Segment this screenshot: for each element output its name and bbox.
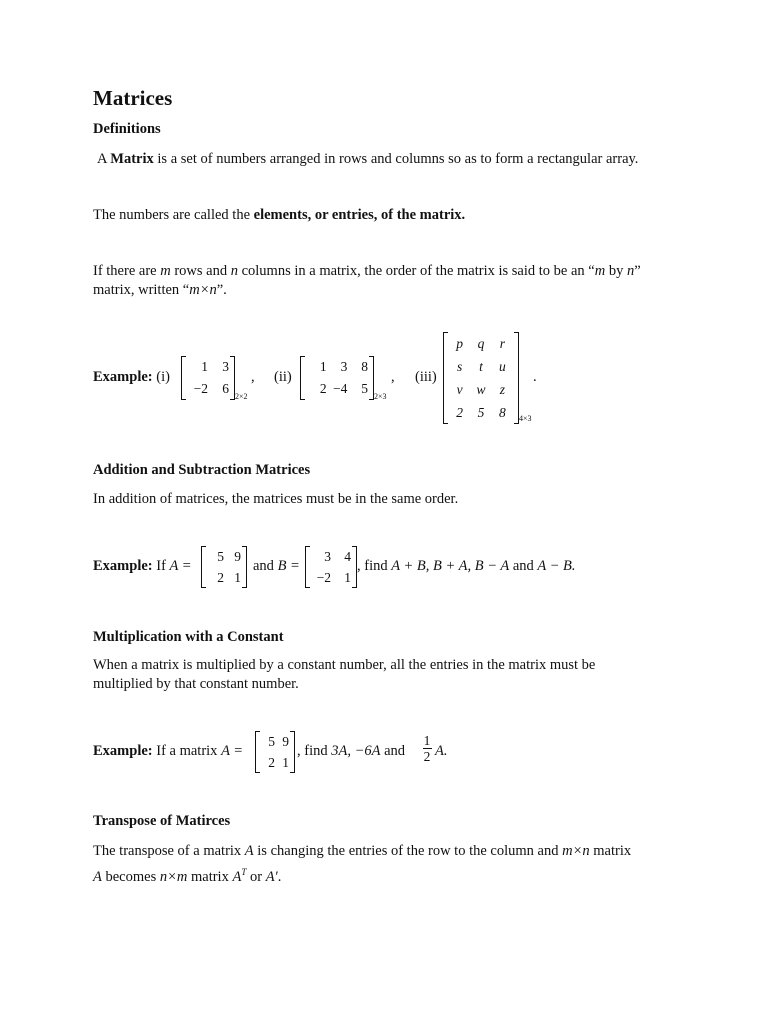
multiplication-text: When a matrix is multiplied by a constant number, all the entries in the matrix must be multiplied by that constant number. — [93, 657, 596, 692]
matrix-entry: z — [499, 381, 505, 397]
matrix-entry: −4 — [332, 381, 348, 396]
matrix-entry: 8 — [498, 404, 506, 420]
matrix-entry: s — [457, 358, 463, 374]
matrix-entry: 2 — [456, 404, 464, 420]
matrix-entry: 3 — [340, 359, 348, 374]
definitions-heading: Definitions — [93, 121, 161, 137]
matrix-entry: 9 — [234, 548, 241, 564]
addition-example: Example: If A = — [93, 558, 192, 574]
one-half-fraction: 1 2 — [423, 733, 431, 764]
matrix-entry: 3 — [222, 359, 229, 374]
addition-example-end: , find A + B, B + A, B − A and A − B. — [357, 558, 576, 574]
matrix-entry: 9 — [282, 733, 289, 749]
transpose-heading: Transpose of Matirces — [93, 813, 231, 829]
matrix-entry: 1 — [201, 359, 208, 374]
matrix-entry: 5 — [268, 733, 275, 749]
multiplication-example-mid: , find 3A, −6A and — [297, 743, 406, 759]
multiplication-heading: Multiplication with a Constant — [93, 629, 284, 645]
matrix-entry: p — [456, 335, 464, 351]
example-ii-label: (ii) — [274, 369, 292, 385]
separator: , — [391, 369, 395, 385]
addition-example-mid: and B = — [253, 558, 300, 574]
matrix-entry: v — [456, 381, 463, 397]
matrix-entry: 4 — [344, 548, 351, 564]
matrix-entry: 2 — [217, 569, 224, 585]
matrix-entry: r — [499, 335, 505, 351]
matrix-entry: w — [476, 381, 486, 397]
order-definition: If there are m rows and n columns in a matrix, the order of the matrix is said to be an “m by n” matrix, written “m×n”. — [93, 263, 641, 298]
matrix-entry: q — [477, 335, 485, 351]
matrix-2x2 — [181, 356, 235, 400]
transpose-text: The transpose of a matrix A is changing the entries of the row to the column and m×n matrix A becomes n×m matrix $A^T$ or A′. — [93, 843, 632, 885]
addition-text: In addition of matrices, the matrices must be in the same order. — [93, 491, 459, 507]
multiplication-example-end: A. — [435, 743, 448, 759]
addition-heading: Addition and Subtraction Matrices — [93, 462, 311, 478]
matrix-b — [305, 546, 357, 588]
matrix-entry: 8 — [361, 359, 368, 374]
matrix-entry: 6 — [222, 381, 229, 396]
matrix-entry: 2 — [268, 754, 275, 770]
matrix-entry: −2 — [193, 381, 208, 396]
matrix-entry: 1 — [344, 569, 351, 585]
matrix-entry: 2 — [319, 381, 327, 396]
matrix-order-label: 2×2 — [235, 392, 248, 401]
matrix-entry: 3 — [324, 548, 331, 564]
matrix-order-label: 4×3 — [519, 414, 532, 423]
example-iii-label: (iii) — [415, 369, 437, 385]
matrix-entry: 1 — [234, 569, 241, 585]
page-title: Matrices — [93, 86, 173, 110]
matrix-4x3 — [443, 332, 519, 424]
matrix-entry: 1 — [282, 754, 289, 770]
matrix-a — [201, 546, 247, 588]
matrix-2x3 — [300, 356, 374, 400]
matrix-entry: u — [498, 358, 506, 374]
matrix-entry: 5 — [217, 548, 224, 564]
matrix-order-label: 2×3 — [374, 392, 387, 401]
elements-definition: The numbers are called the elements, or entries, of the matrix. — [93, 207, 466, 223]
matrix-entry: 1 — [319, 359, 327, 374]
multiplication-example: Example: If a matrix A = — [93, 743, 244, 759]
matrix-entry: −2 — [316, 569, 331, 585]
matrix-entry: 5 — [477, 404, 485, 420]
example-label: Example: (i) — [93, 369, 170, 385]
matrix-entry: 5 — [361, 381, 368, 396]
separator: , — [251, 369, 255, 385]
matrix-entry: t — [479, 358, 483, 374]
separator: . — [533, 369, 537, 385]
matrix-definition: A Matrix is a set of numbers arranged in rows and columns so as to form a rectangular array. — [97, 151, 639, 167]
matrix-a-scalar — [255, 731, 295, 773]
